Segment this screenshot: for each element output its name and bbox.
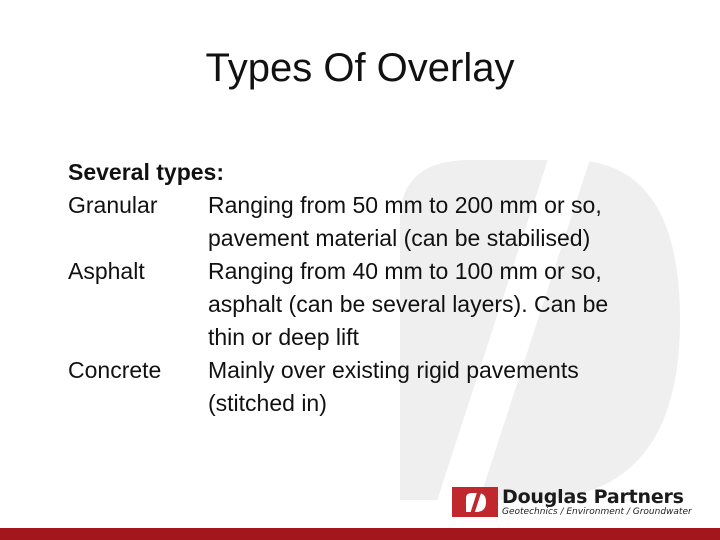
logo-name: Douglas Partners — [502, 485, 684, 508]
description-line: asphalt (can be several layers). Can be — [208, 291, 609, 317]
term-label: Granular — [68, 192, 158, 218]
term-label: Concrete — [68, 357, 162, 383]
logo-tagline: Geotechnics / Environment / Groundwater — [502, 506, 692, 517]
term-label: Asphalt — [68, 258, 145, 284]
description-line: (stitched in) — [208, 390, 327, 416]
description-line: Ranging from 50 mm to 200 mm or so, — [208, 192, 602, 218]
footer-bar — [0, 528, 720, 540]
slide-title: Types Of Overlay — [205, 46, 515, 90]
term-description — [208, 354, 668, 420]
description-line: thin or deep lift — [208, 324, 359, 350]
slide-body — [68, 156, 668, 420]
overlay-type-granular — [68, 189, 668, 255]
description-line: pavement material (can be stabilised) — [208, 225, 591, 251]
term-description — [208, 189, 668, 255]
description-line: Mainly over existing rigid pavements — [208, 357, 579, 383]
term-description — [208, 255, 668, 354]
douglas-partners-logo-icon — [452, 487, 498, 517]
overlay-type-asphalt — [68, 255, 668, 354]
overlay-type-concrete — [68, 354, 668, 420]
description-line: Ranging from 40 mm to 100 mm or so, — [208, 258, 602, 284]
company-logo — [452, 484, 692, 520]
body-heading: Several types: — [68, 159, 224, 185]
